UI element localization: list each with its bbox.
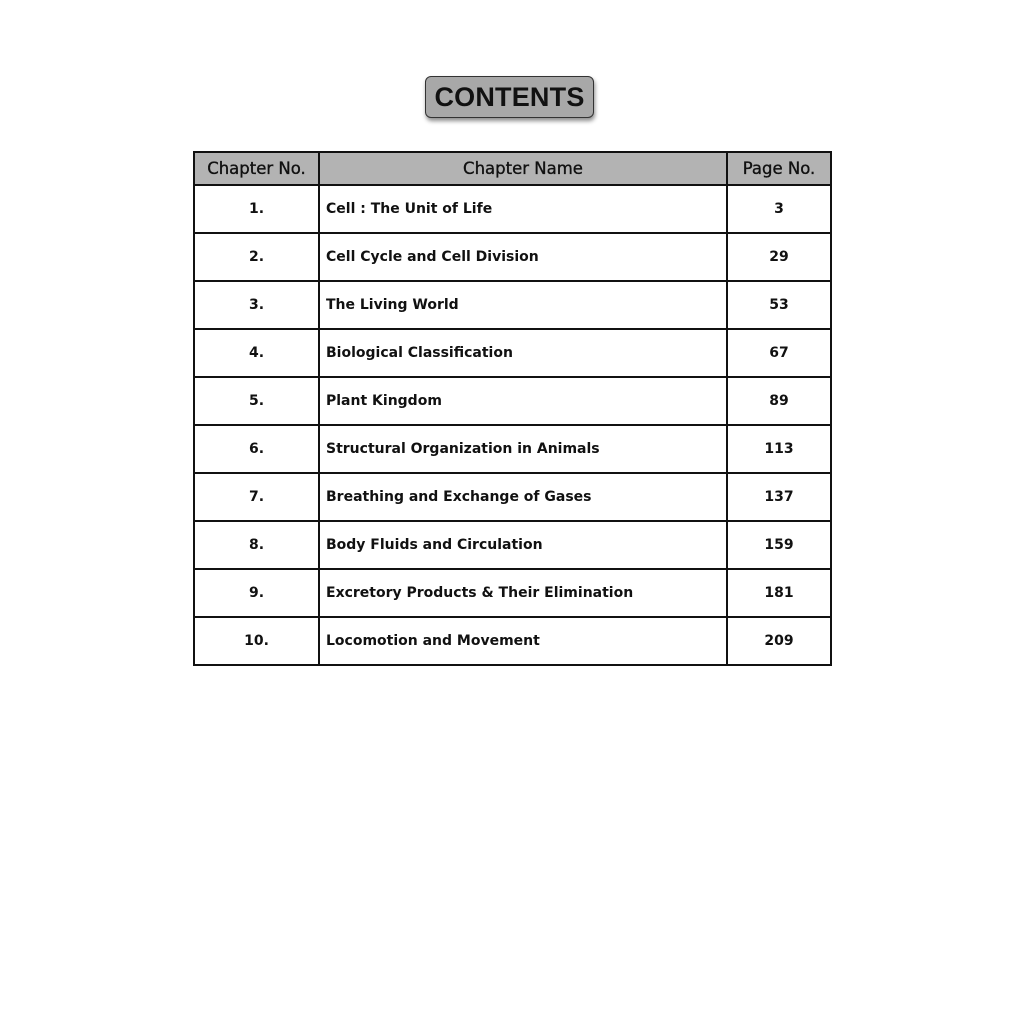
page-number: 89 [727,377,831,425]
page-number: 137 [727,473,831,521]
table-row [194,377,831,425]
chapter-name: The Living World [319,281,727,329]
page-number: 29 [727,233,831,281]
table-row [194,617,831,665]
page-number: 209 [727,617,831,665]
page-number: 159 [727,521,831,569]
page-number: 3 [727,185,831,233]
page-number: 181 [727,569,831,617]
chapter-name: Biological Classification [319,329,727,377]
chapter-name: Locomotion and Movement [319,617,727,665]
header-page-no: Page No. [727,152,831,185]
chapter-name: Cell : The Unit of Life [319,185,727,233]
chapter-number: 5. [194,377,319,425]
table-row [194,233,831,281]
header-chapter-name: Chapter Name [319,152,727,185]
table-row [194,329,831,377]
page-title: CONTENTS [434,81,585,112]
chapter-name: Plant Kingdom [319,377,727,425]
table-row [194,521,831,569]
header-chapter-no: Chapter No. [194,152,319,185]
chapter-name: Cell Cycle and Cell Division [319,233,727,281]
table-row [194,185,831,233]
table-row [194,425,831,473]
table-body [194,185,831,665]
chapter-number: 9. [194,569,319,617]
contents-title-box [425,76,594,118]
page-number: 113 [727,425,831,473]
chapter-number: 8. [194,521,319,569]
chapter-number: 2. [194,233,319,281]
chapter-number: 7. [194,473,319,521]
chapter-number: 3. [194,281,319,329]
page-number: 53 [727,281,831,329]
chapter-name: Structural Organization in Animals [319,425,727,473]
table-row [194,281,831,329]
header-row [194,152,831,185]
chapter-number: 1. [194,185,319,233]
chapter-name: Body Fluids and Circulation [319,521,727,569]
chapter-number: 4. [194,329,319,377]
table-row [194,473,831,521]
page-number: 67 [727,329,831,377]
chapter-number: 6. [194,425,319,473]
chapter-number: 10. [194,617,319,665]
chapter-name: Excretory Products & Their Elimination [319,569,727,617]
contents-table [193,151,832,666]
table-header [194,152,831,185]
chapter-name: Breathing and Exchange of Gases [319,473,727,521]
table-row [194,569,831,617]
